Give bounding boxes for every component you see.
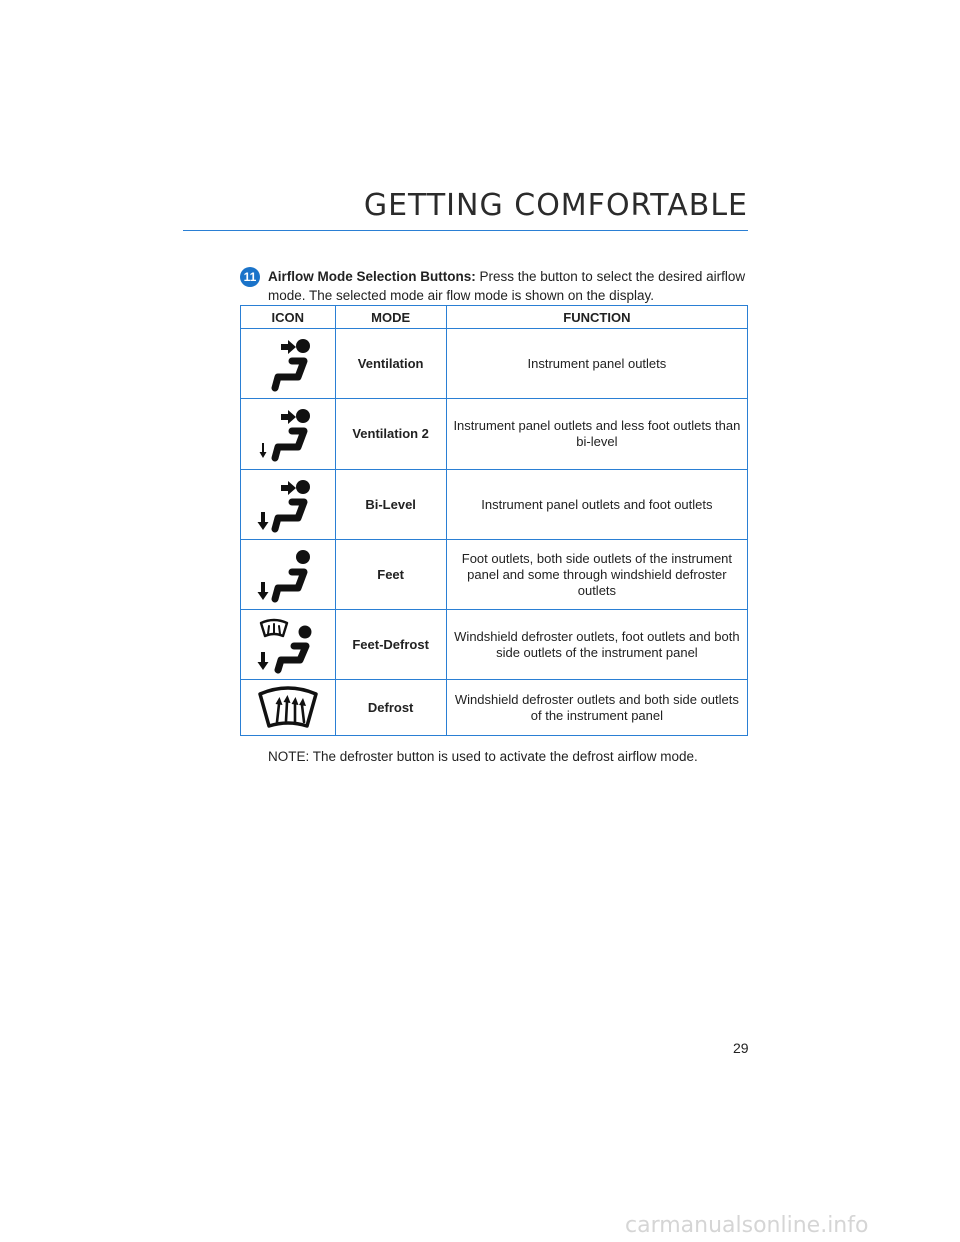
mode-cell: Ventilation: [335, 329, 446, 399]
watermark: carmanualsonline.info: [625, 1213, 869, 1238]
function-cell: Foot outlets, both side outlets of the instrument panel and some through windshield defroster outlets: [446, 540, 747, 610]
airflow-modes-table: [240, 305, 748, 736]
function-cell: Windshield defroster outlets and both side outlets of the instrument panel: [446, 680, 747, 736]
column-header-icon: ICON: [241, 306, 336, 329]
mode-cell: Feet-Defrost: [335, 610, 446, 680]
callout-number: 11: [240, 267, 260, 287]
mode-cell: Feet: [335, 540, 446, 610]
feet-icon: [252, 546, 324, 604]
title-rule: [183, 230, 748, 231]
table-header-row: [241, 306, 748, 329]
ventilation-icon: [252, 335, 324, 393]
function-cell: Instrument panel outlets: [446, 329, 747, 399]
icon-cell: [241, 610, 336, 680]
section-title: GETTING COMFORTABLE: [363, 188, 748, 223]
function-cell: Windshield defroster outlets, foot outlets and both side outlets of the instrument panel: [446, 610, 747, 680]
table-row: [241, 399, 748, 470]
icon-cell: [241, 399, 336, 470]
function-cell: Instrument panel outlets and foot outlets: [446, 470, 747, 540]
icon-cell: [241, 680, 336, 736]
column-header-mode: MODE: [335, 306, 446, 329]
column-header-function: FUNCTION: [446, 306, 747, 329]
table-row: [241, 610, 748, 680]
page-number: 29: [733, 1040, 749, 1056]
note-text: NOTE: The defroster button is used to activate the defrost airflow mode.: [268, 749, 698, 764]
mode-cell: Bi-Level: [335, 470, 446, 540]
mode-cell: Defrost: [335, 680, 446, 736]
table-row: [241, 470, 748, 540]
bi-level-icon: [252, 476, 324, 534]
icon-cell: [241, 470, 336, 540]
intro-lead: Airflow Mode Selection Buttons:: [268, 269, 476, 284]
icon-cell: [241, 540, 336, 610]
defrost-icon: [252, 684, 324, 732]
icon-cell: [241, 329, 336, 399]
ventilation-2-icon: [252, 405, 324, 463]
table-row: [241, 680, 748, 736]
table-row: [241, 329, 748, 399]
table-row: [241, 540, 748, 610]
feet-defrost-icon: [252, 616, 324, 674]
intro-text: Press the button to select the desired airflow mode. The selected mode air flow mode is shown on the display.: [268, 269, 746, 303]
function-cell: Instrument panel outlets and less foot outlets than bi-level: [446, 399, 747, 470]
intro-paragraph: [268, 267, 748, 305]
mode-cell: Ventilation 2: [335, 399, 446, 470]
